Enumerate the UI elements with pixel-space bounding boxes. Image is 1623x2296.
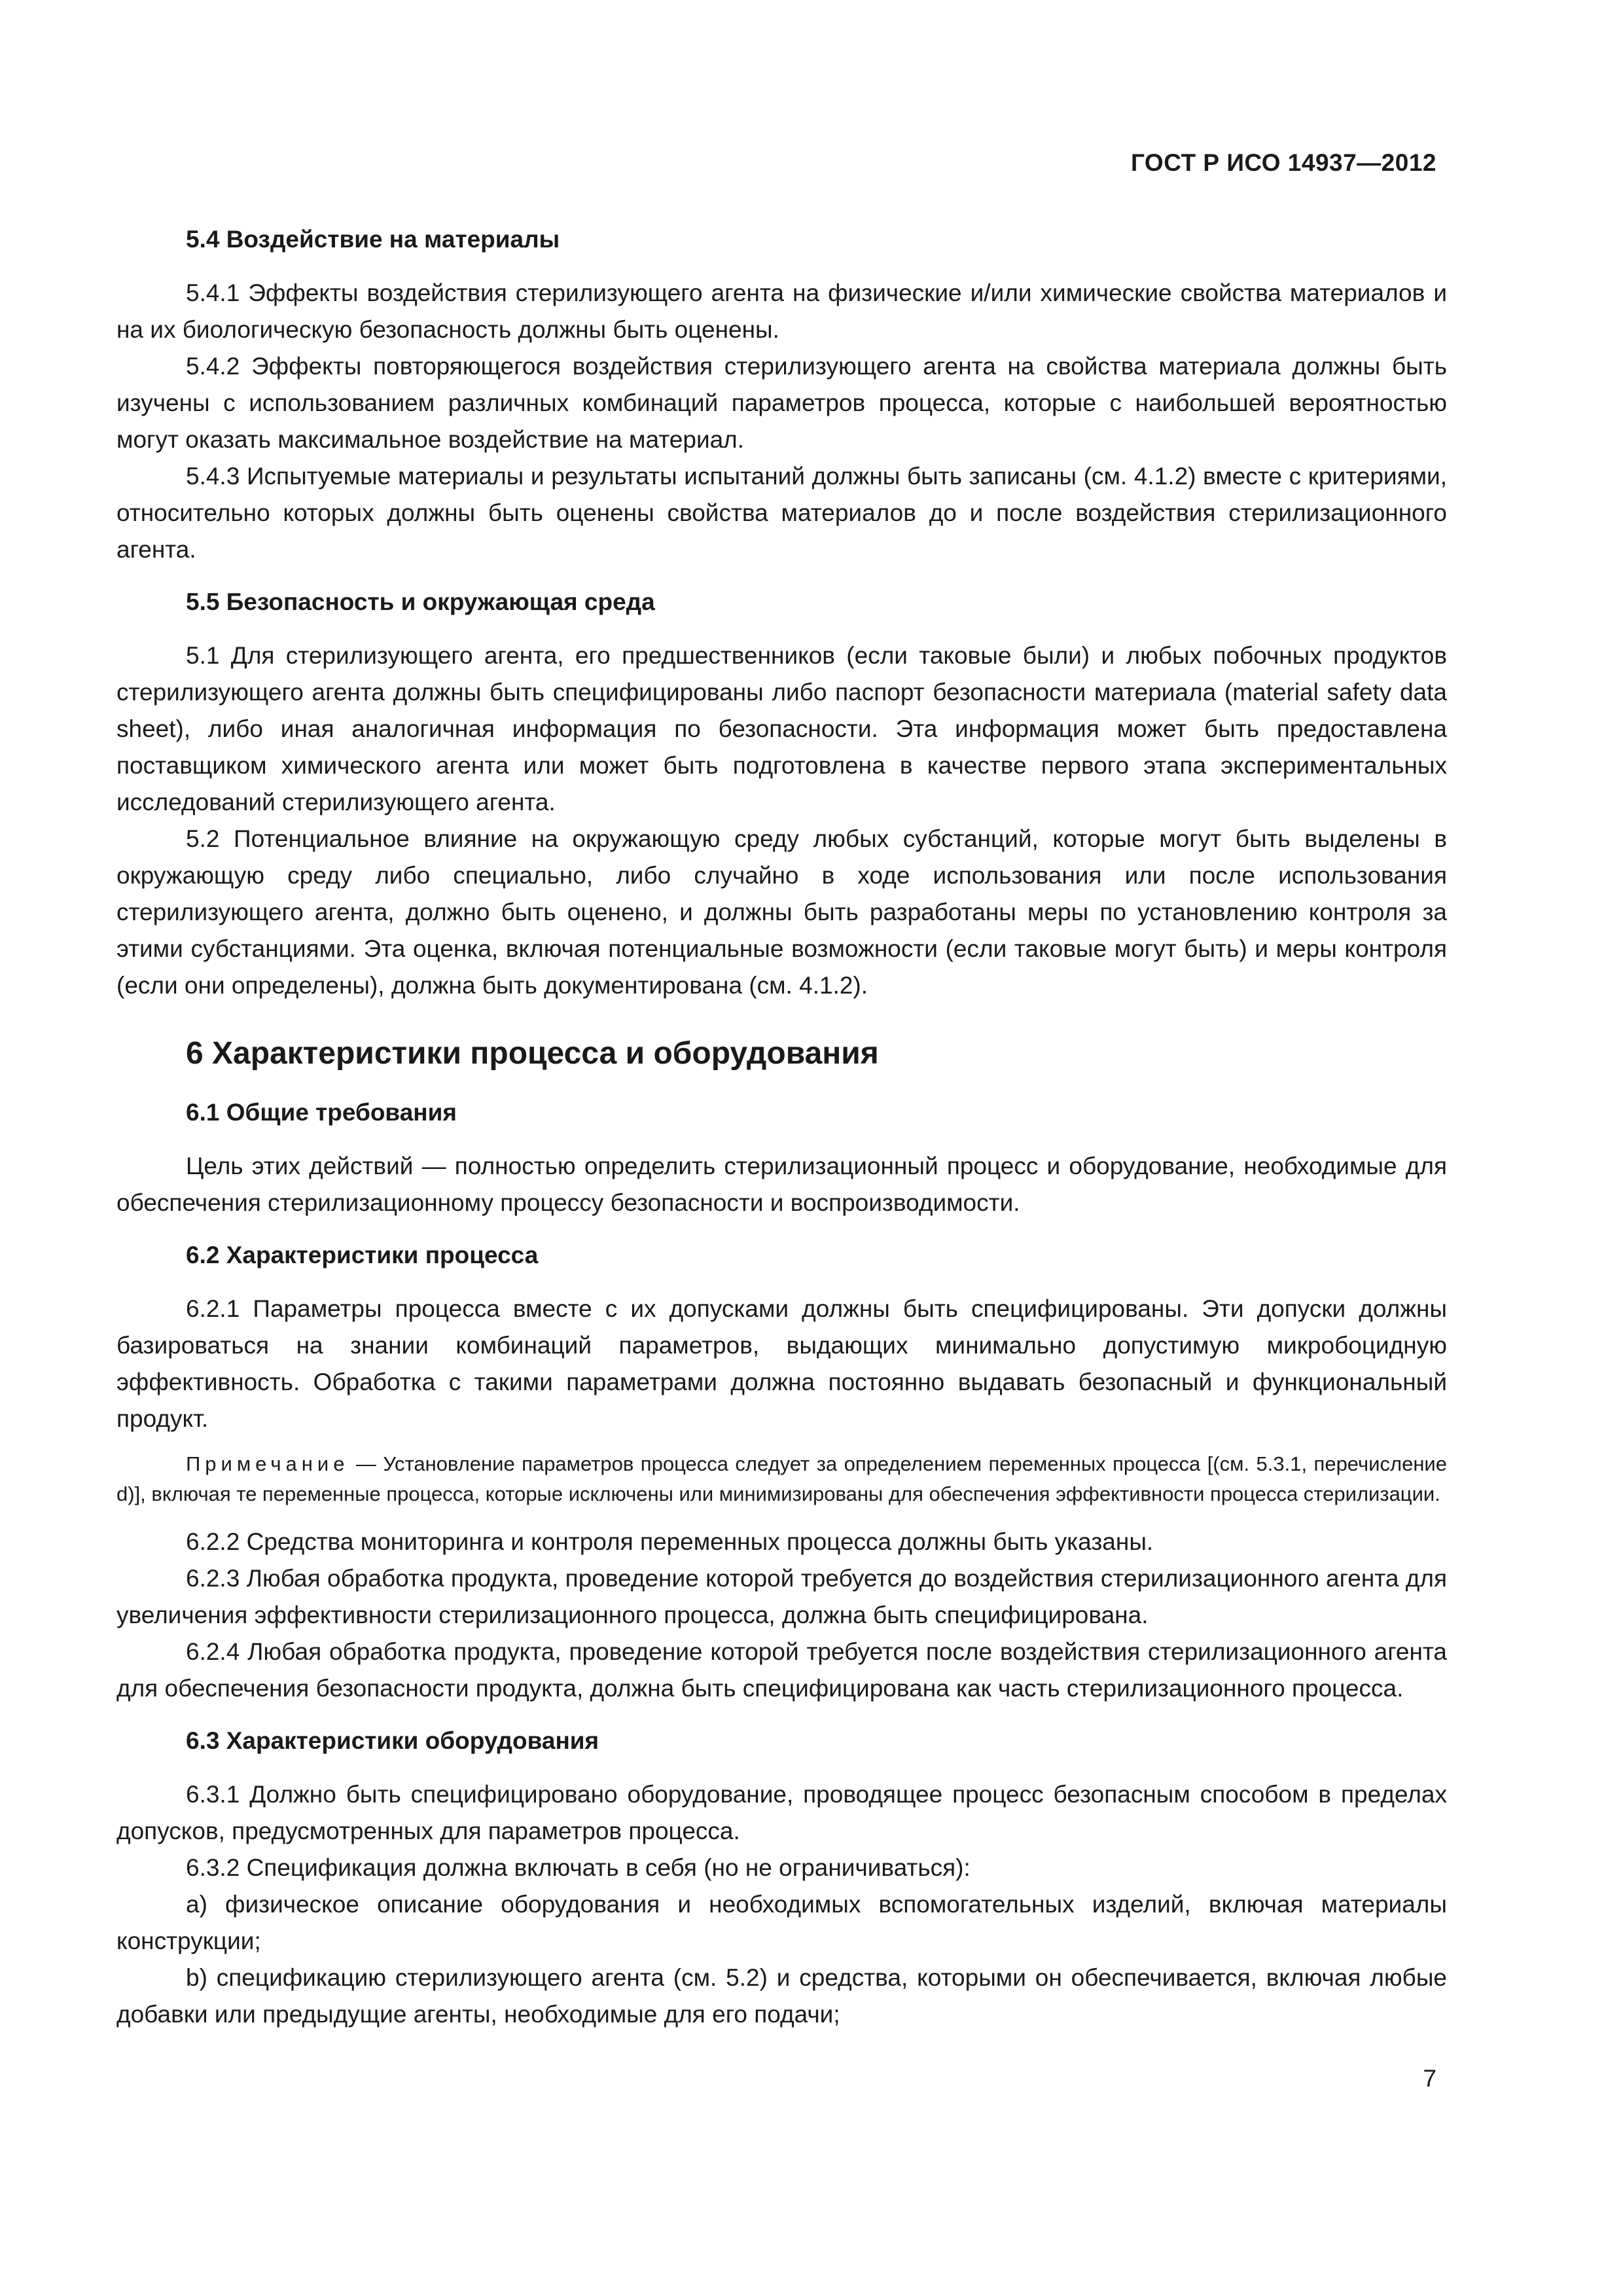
note-text: — Установление параметров процесса следует за определением переменных процесса [(см. 5.3.1, перечисление d)], включая те переменные процесса, которые исключены или минимизированы для обеспечения эффективности процесса стерилизации. (116, 1452, 1447, 1505)
heading-6-1: 6.1 Общие требования (186, 1099, 457, 1126)
paragraph-5-4-1: 5.4.1 Эффекты воздействия стерилизующего агента на физические и/или химические свойства материалов и на их биологическую безопасность должны быть оценены. (116, 279, 1447, 343)
page-number: 7 (1423, 2065, 1436, 2092)
note-6-2 (116, 1449, 1447, 1509)
heading-5-5: 5.5 Безопасность и окружающая среда (186, 588, 655, 615)
list-item-a: a) физическое описание оборудования и необходимых вспомогательных изделий, включая материалы конструкции; (116, 1891, 1447, 1954)
standard-code-header: ГОСТ Р ИСО 14937—2012 (1130, 149, 1436, 176)
paragraph-6-2-3: 6.2.3 Любая обработка продукта, проведение которой требуется до воздействия стерилизационного агента для увеличения эффективности стерилизационного процесса, должна быть специфицирована. (116, 1565, 1447, 1628)
paragraph-6-2-2: 6.2.2 Средства мониторинга и контроля переменных процесса должны быть указаны. (186, 1528, 1154, 1555)
page-content (116, 221, 1447, 2033)
paragraph-6-3-2: 6.3.2 Спецификация должна включать в себя (но не ограничиваться): (186, 1854, 971, 1881)
paragraph-6-2-4: 6.2.4 Любая обработка продукта, проведение которой требуется после воздействия стерилизационного агента для обеспечения безопасности продукта, должна быть специфицирована как часть стерилизационного процесса. (116, 1638, 1447, 1702)
paragraph-5-4-2: 5.4.2 Эффекты повторяющегося воздействия стерилизующего агента на свойства материала должны быть изучены с использованием различных комбинаций параметров процесса, которые с наибольшей вероятностью могут оказать максимальное воздействие на материал. (116, 353, 1447, 453)
paragraph-5-5-1: 5.1 Для стерилизующего агента, его предшественников (если таковые были) и любых побочных продуктов стерилизующего агента должны быть специфицированы либо паспорт безопасности материала (material safety data sheet), либо иная аналогичная информация по безопасности. Эта информация может быть предоставлена поставщиком химического агента или может быть подготовлена в качестве первого этапа экспериментальных исследований стерилизующего агента. (116, 642, 1447, 816)
paragraph-6-3-1: 6.3.1 Должно быть специфицировано оборудование, проводящее процесс безопасным способом в пределах допусков, предусмотренных для параметров процесса. (116, 1781, 1447, 1844)
list-item-b: b) спецификацию стерилизующего агента (см. 5.2) и средства, которыми он обеспечивается, включая любые добавки или предыдущие агенты, необходимые для его подачи; (116, 1964, 1447, 2028)
heading-5-4: 5.4 Воздействие на материалы (186, 226, 560, 253)
paragraph-6-1: Цель этих действий — полностью определить стерилизационный процесс и оборудование, необходимые для обеспечения стерилизационному процессу безопасности и воспроизводимости. (116, 1153, 1447, 1216)
paragraph-6-2-1: 6.2.1 Параметры процесса вместе с их допусками должны быть специфицированы. Эти допуски должны базироваться на знании комбинаций параметров, выдающих минимально допустимую микробоцидную эффективность. Обработка с такими параметрами должна постоянно выдавать безопасный и функциональный продукт. (116, 1295, 1447, 1432)
heading-6-3: 6.3 Характеристики оборудования (186, 1727, 599, 1754)
heading-6-2: 6.2 Характеристики процесса (186, 1242, 539, 1268)
heading-6: 6 Характеристики процесса и оборудования (186, 1036, 879, 1071)
paragraph-5-5-2: 5.2 Потенциальное влияние на окружающую среду любых субстанций, которые могут быть выделены в окружающую среду либо специально, либо случайно в ходе использования или после использования стерилизующего агента, должно быть оценено, и должны быть разработаны меры по установлению контроля за этими субстанциями. Эта оценка, включая потенциальные возможности (если таковые могут быть) и меры контроля (если они определены), должна быть документирована (см. 4.1.2). (116, 825, 1447, 999)
paragraph-5-4-3: 5.4.3 Испытуемые материалы и результаты испытаний должны быть записаны (см. 4.1.2) вместе с критериями, относительно которых должны быть оценены свойства материалов до и после воздействия стерилизационного агента. (116, 463, 1447, 563)
note-label: Примечание (186, 1452, 349, 1475)
